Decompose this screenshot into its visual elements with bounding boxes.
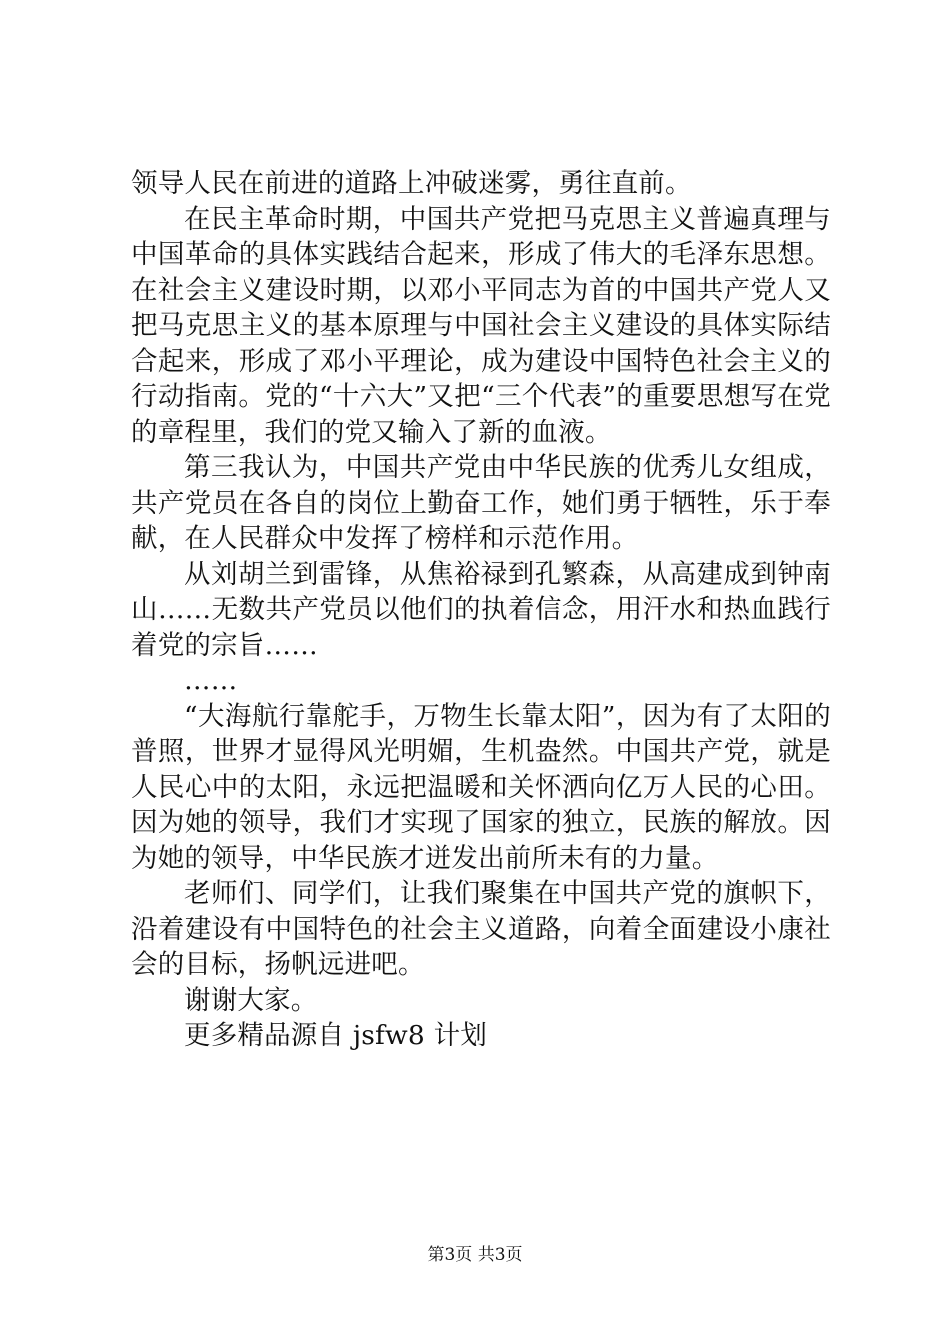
paragraph-third-point: 第三我认为，中国共产党由中华民族的优秀儿女组成，共产党员在各自的岗位上勤奋工作，她们勇于牺牲，乐于奉献，在人民群众中发挥了榜样和示范作用。: [131, 452, 831, 554]
paragraph-role-models: 从刘胡兰到雷锋，从焦裕禄到孔繁森，从高建成到钟南山……无数共产党员以他们的执着信念，用汗水和热血践行着党的宗旨……: [131, 558, 831, 661]
paragraph-sun-metaphor: “大海航行靠舵手，万物生长靠太阳”，因为有了太阳的普照，世界才显得风光明媚，生机盎然。中国共产党，就是人民心中的太阳，永远把温暖和关怀洒向亿万人民的心田。因为她的领导，我们才实现了国家的独立，民族的解放。因为她的领导，中华民族才迸发出前所未有的力量。: [131, 700, 831, 874]
paragraph-source-note: 更多精品源自 jsfw8 计划: [184, 1020, 488, 1051]
paragraph-continuation: 领导人民在前进的道路上冲破迷雾，勇往直前。: [131, 168, 692, 199]
paragraph-call-to-action: 老师们、同学们，让我们聚集在中国共产党的旗帜下，沿着建设有中国特色的社会主义道路，向着全面建设小康社会的目标，扬帆远进吧。: [131, 878, 831, 980]
paragraph-ellipsis: ……: [184, 665, 238, 696]
document-body: [131, 166, 831, 1054]
page-number-footer: 第3页 共3页: [427, 1245, 523, 1265]
paragraph-revolution-history: 在民主革命时期，中国共产党把马克思主义普遍真理与中国革命的具体实践结合起来，形成了伟大的毛泽东思想。在社会主义建设时期，以邓小平同志为首的中国共产党人又把马克思主义的基本原理与中国社会主义建设的具体实际结合起来，形成了邓小平理论，成为建设中国特色社会主义的行动指南。党的“十六大”又把“三个代表”的重要思想写在党的章程里，我们的党又输入了新的血液。: [131, 203, 831, 448]
paragraph-thanks: 谢谢大家。: [184, 984, 318, 1016]
